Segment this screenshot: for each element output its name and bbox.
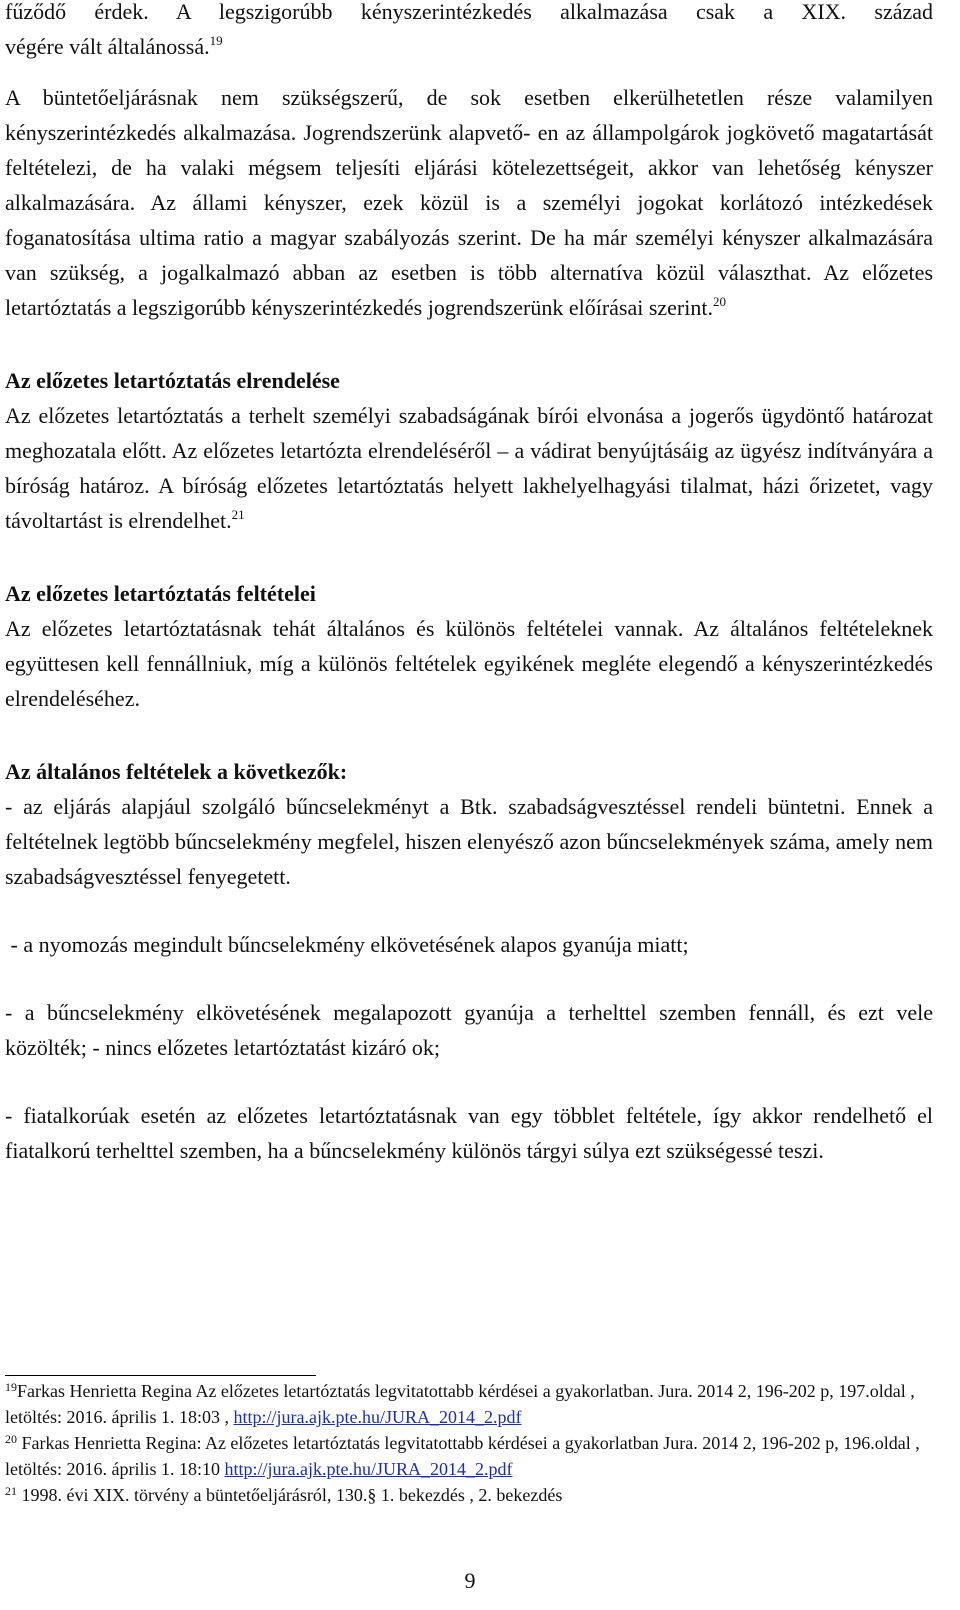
conditions-paragraph: Az előzetes letartóztatásnak tehát általános és különös feltételei vannak. Az általános feltételeknek együttesen kell fennállniuk, míg a különös feltételek egyikének megléte elegendő a kényszerintézkedés elrendeléséhez. — [5, 616, 933, 711]
condition-item-3: - a bűncselekmény elkövetésének megalapozott gyanúja a terhelttel szemben fennáll, és ezt vele közölték; - nincs előzetes letartóztatást kizáró ok; — [5, 1000, 933, 1060]
condition-item-1: - az eljárás alapjául szolgáló bűncselekményt a Btk. szabadságvesztéssel rendeli büntetni. Ennek a feltételnek legtöbb bűncselekmény megfelel, hiszen elenyésző azon bűncselekmények száma, amely nem szabadságvesztéssel fenyegetett. — [5, 794, 933, 889]
top-paragraph-line1: fűződő érdek. A legszigorúbb kényszerintézkedés alkalmazása csak a XIX. század — [5, 0, 933, 24]
footnote-link[interactable]: http://jura.ajk.pte.hu/JURA_2014_2.pdf — [224, 1459, 513, 1479]
heading-conditions: Az előzetes letartóztatás feltételei — [5, 581, 316, 606]
footnote-number: 20 — [5, 1432, 17, 1446]
page-body — [5, 0, 933, 1168]
footnote-ref-19[interactable]: 19 — [209, 33, 223, 48]
footnote-ref-20[interactable]: 20 — [713, 294, 726, 309]
footnote-ref-21[interactable]: 21 — [231, 507, 245, 522]
top-paragraph-text: végére vált általánossá. — [5, 34, 210, 59]
top-paragraph-line2 — [5, 29, 933, 64]
footnote-text: Farkas Henrietta Regina: Az előzetes letartóztatás legvitatottabb kérdései a gyakorlatban Jura. 2014 2, 196-202 p, 196.oldal , letöltés: 2016. április 1. 18:10 — [5, 1433, 920, 1479]
intro-paragraph — [5, 80, 933, 325]
footnote-21 — [5, 1482, 925, 1508]
footnote-20 — [5, 1430, 925, 1482]
footnotes — [5, 1378, 925, 1508]
footnote-text: Farkas Henrietta Regina Az előzetes letartóztatás legvitatottabb kérdései a gyakorlatban. Jura. 2014 2, 196-202 p, 197.oldal , letöltés: 2016. április 1. 18:03 , — [5, 1381, 915, 1427]
heading-ordering: Az előzetes letartóztatás elrendelése — [5, 368, 340, 393]
footnote-link[interactable]: http://jura.ajk.pte.hu/JURA_2014_2.pdf — [233, 1407, 522, 1427]
condition-item-4: - fiatalkorúak esetén az előzetes letartóztatásnak van egy többlet feltétele, így akkor rendelhető el fiatalkorú terhelttel szemben, ha a bűncselekmény különös tárgyi súlya ezt szükségessé teszi. — [5, 1103, 933, 1163]
intro-paragraph-text: A büntetőeljárásnak nem szükségszerű, de sok esetben elkerülhetetlen része valamilyen kényszerintézkedés alkalmazása. Jogrendszerünk alapvető- en az állampolgárok jogkövető magatartását feltételezi, de ha valaki mégsem teljesíti eljárási kötelezettségeit, akkor van lehetőség kényszer alkalmazására. Az állami kényszer, ezek közül is a személyi jogokat korlátozó intézkedések foganatosítása ultima ratio a magyar szabályozás szerint. De ha már személyi kényszer alkalmazására van szükség, a jogalkalmazó abban az esetben is több alternatíva közül választhat. Az előzetes letartóztatás a legszigorúbb kényszerintézkedés jogrendszerünk előírásai szerint. — [5, 85, 933, 320]
ordering-paragraph-text: Az előzetes letartóztatás a terhelt személyi szabadságának bírói elvonása a jogerős ügydöntő határozat meghozatala előtt. Az előzetes letartózta elrendeléséről – a vádirat benyújtásáig az ügyész indítványára a bíróság határoz. A bíróság előzetes letartóztatás helyett lakhelyelhagyási tilalmat, házi őrizetet, vagy távoltartást is elrendelhet. — [5, 403, 933, 533]
footnote-separator — [5, 1375, 316, 1376]
page-number: 9 — [464, 1568, 476, 1593]
footnote-text: 1998. évi XIX. törvény a büntetőeljárásról, 130.§ 1. bekezdés , 2. bekezdés — [21, 1485, 563, 1505]
heading-general-conditions: Az általános feltételek a következők: — [5, 759, 348, 784]
footnote-number: 21 — [5, 1484, 17, 1498]
footnote-19 — [5, 1378, 925, 1430]
condition-item-2: - a nyomozás megindult bűncselekmény elkövetésének alapos gyanúja miatt; — [5, 932, 689, 957]
ordering-paragraph — [5, 398, 933, 538]
footnote-number: 19 — [5, 1380, 17, 1394]
